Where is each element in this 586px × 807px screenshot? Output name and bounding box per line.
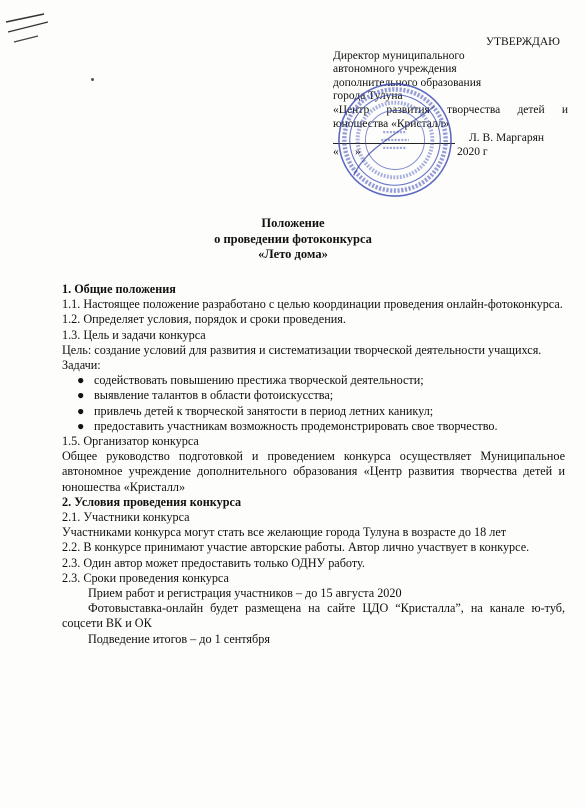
approval-word: и [561, 103, 568, 116]
paragraph: Задачи: [62, 358, 101, 373]
paragraph: Общее руководство подготовкой и проведением конкурса осуществляет Муниципальное автономное учреждение дополнительного образования «Центр развития творчества детей и юношества «Кристалл» [62, 449, 565, 494]
list-item-text: предоставить участникам возможность продемонстрировать свое творчество. [94, 418, 498, 433]
tasks-list [62, 373, 565, 434]
title-line: «Лето дома» [258, 247, 328, 261]
bullet-icon: ● [77, 403, 85, 418]
list-item-text: содействовать повышению престижа творческой деятельности; [94, 373, 424, 388]
document-body [62, 282, 565, 647]
list-item-text: привлечь детей к творческой занятости в период летних каникул; [94, 403, 434, 418]
list-item [62, 419, 565, 434]
paragraph: Фотовыставка-онлайн будет размещена на сайте ЦДО “Кристалла”, на канале ю-туб, соцсети ВК и ОК [62, 601, 565, 631]
paragraph: 2.2. В конкурсе принимают участие авторские работы. Автор лично участвует в конкурсе. [62, 540, 530, 555]
approval-line: Директор муниципального [333, 49, 465, 62]
date-year: 2020 г [457, 146, 488, 159]
paragraph: 1.2. Определяет условия, порядок и сроки проведения. [62, 312, 346, 327]
document-title [0, 216, 586, 263]
date-quote-open: « [333, 146, 339, 159]
approval-word: творчества [447, 103, 501, 116]
paragraph: 2.1. Участники конкурса [62, 510, 190, 525]
title-line: Положение [261, 216, 325, 230]
title-line: о проведении фотоконкурса [214, 231, 372, 246]
bullet-icon: ● [77, 388, 85, 403]
section-heading: 2. Условия проведения конкурса [62, 494, 242, 509]
approval-header: УТВЕРЖДАЮ [485, 36, 560, 48]
date-quote-close: » [355, 146, 361, 159]
paragraph: 2.3. Сроки проведения конкурса [62, 570, 229, 585]
bullet-icon: ● [77, 418, 85, 433]
paragraph: Участниками конкурса могут стать все желающие города Тулуна в возрасте до 18 лет [62, 525, 507, 540]
paragraph: Подведение итогов – до 1 сентября [88, 631, 270, 646]
paragraph: Цель: создание условий для развития и систематизации творческой деятельности учащихся. [62, 342, 542, 357]
list-item [62, 404, 565, 419]
approval-word: развития [386, 103, 430, 116]
signer-name: Л. В. Маргарян [469, 132, 545, 145]
paragraph: 1.5. Организатор конкурса [62, 434, 199, 449]
list-item [62, 388, 565, 403]
list-item [62, 373, 565, 388]
pen-mark-icon [4, 12, 54, 52]
speck-mark [91, 78, 94, 81]
approval-line: города Тулуна [333, 90, 403, 103]
approval-word: детей [517, 103, 545, 116]
paragraph: Прием работ и регистрация участников – до 15 августа 2020 [88, 586, 402, 601]
approval-line: дополнительного образования [333, 76, 482, 89]
approval-line: автономного учреждения [333, 63, 457, 76]
paragraph: 1.1. Настоящее положение разработано с целью координации проведения онлайн-фотоконкурса. [62, 297, 563, 312]
paragraph: 2.3. Один автор может предоставить только ОДНУ работу. [62, 555, 365, 570]
approval-word: «Центр [333, 103, 370, 116]
approval-line: юношества «Кристалл» [333, 117, 450, 130]
official-stamp-icon [336, 81, 454, 199]
bullet-icon: ● [77, 373, 85, 388]
section-heading: 1. Общие положения [62, 282, 176, 296]
paragraph: 1.3. Цель и задачи конкурса [62, 327, 206, 342]
list-item-text: выявление талантов в области фотоискусства; [94, 388, 334, 403]
